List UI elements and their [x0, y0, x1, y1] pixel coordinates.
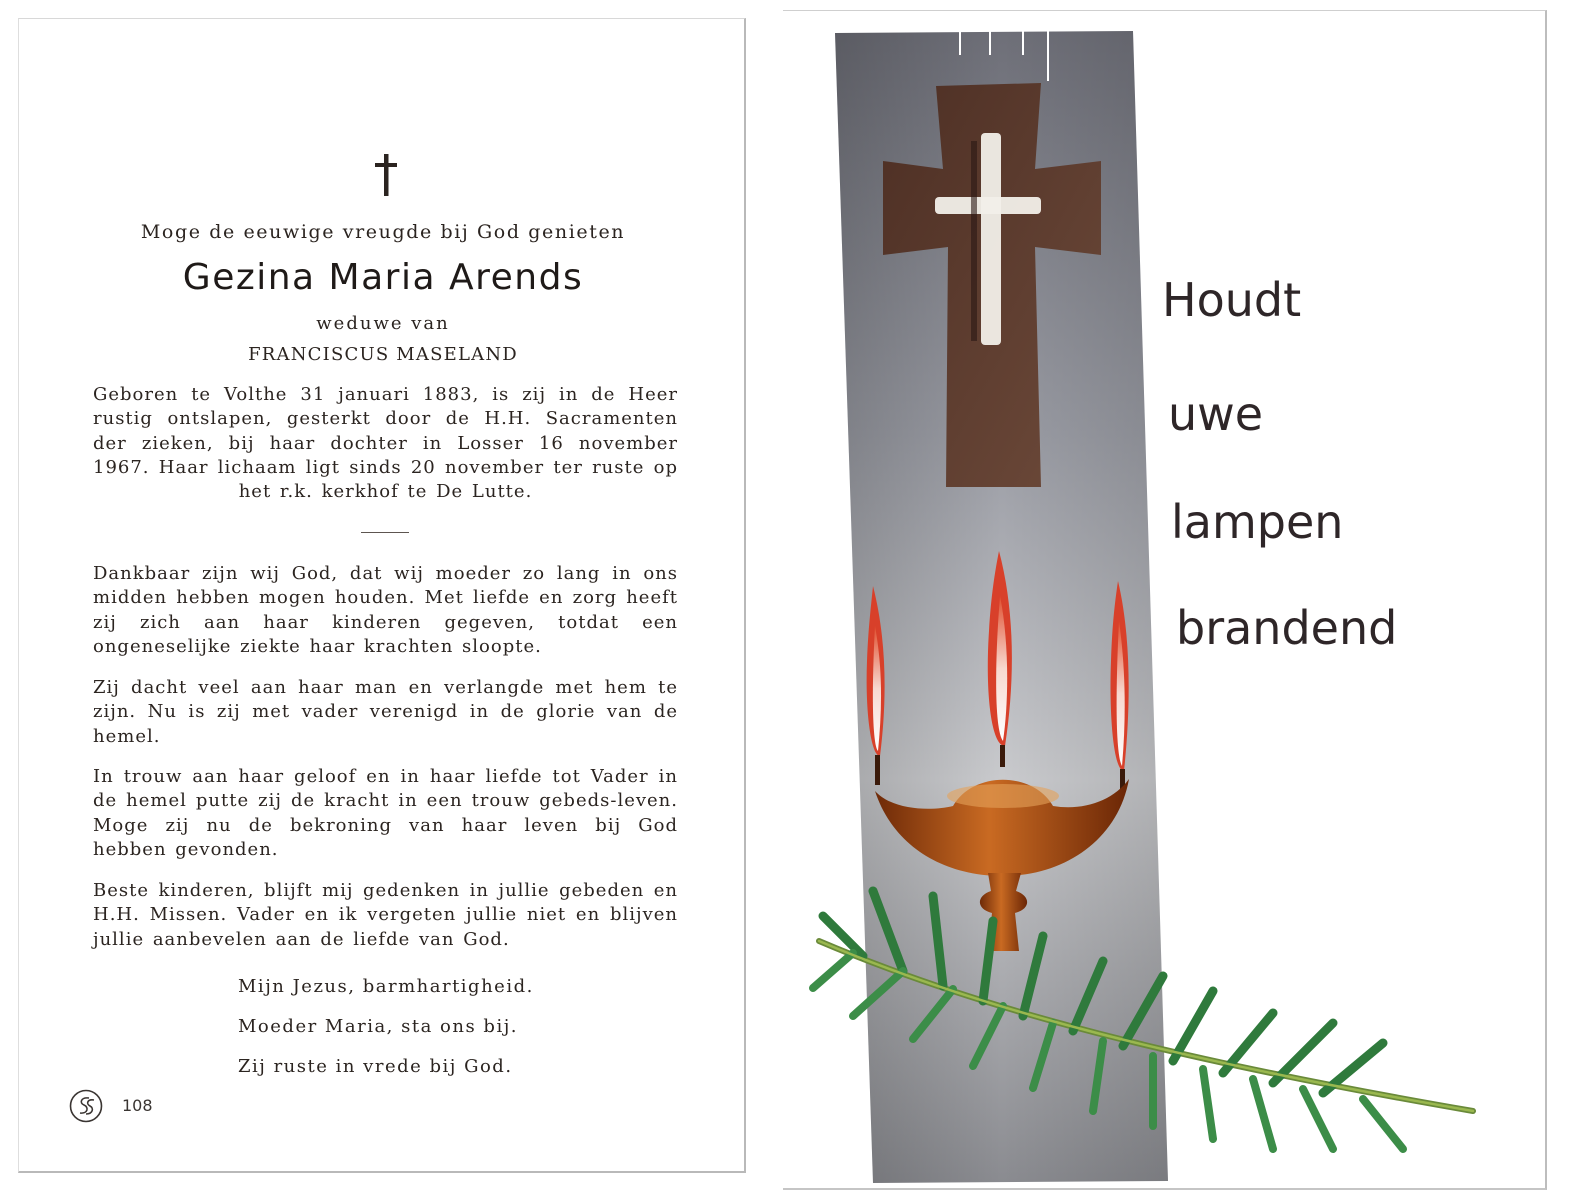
opening-prayer: Moge de eeuwige vreugde bij God genieten	[140, 221, 626, 243]
motto-word: Houdt	[1162, 273, 1302, 327]
memorial-card-text-side	[18, 18, 746, 1173]
deceased-name: Gezina Maria Arends	[182, 257, 584, 298]
closing-prayer: Mijn Jezus, barmhartigheid.	[238, 976, 534, 997]
biography-paragraph: Geboren te Volthe 31 januari 1883, is zij in de Heer rustig ontslapen, gesterkt door de H.H. Sacramenten der zieken, bij haar dochter in Losser 16 november 1967. Haar lichaam ligt sinds 20 november ter ruste op het r.k. kerkhof te De Lutte.	[93, 384, 678, 503]
tribute-paragraph: Dankbaar zijn wij God, dat wij moeder zo lang in ons midden hebben mogen houden. Met liefde en zorg heeft zij zich aan haar kinderen gegeven, totdat een ongeneselijke ziekte haar krachten sloopte.	[93, 563, 678, 657]
tribute-paragraph: Zij dacht veel aan haar man en verlangde met hem te zijn. Nu is zij met vader verenigd in de glorie van de hemel.	[93, 677, 678, 747]
motto-word: brandend	[1176, 601, 1398, 655]
publisher-logo-icon	[69, 1089, 103, 1123]
section-divider	[361, 532, 409, 533]
widow-of-label: weduwe van	[316, 313, 450, 334]
motto-word: uwe	[1168, 387, 1264, 441]
husband-name: FRANCISCUS MASELAND	[248, 344, 518, 365]
motto-word: lampen	[1171, 495, 1344, 549]
memorial-card-image-side	[783, 10, 1547, 1190]
latin-cross-icon	[371, 154, 401, 196]
tribute-paragraph: Beste kinderen, blijft mij gedenken in jullie gebeden en H.H. Missen. Vader en ik vergeten jullie niet en blijven jullie aanbevelen aan de liefde van God.	[93, 880, 678, 950]
publisher-number: 108	[122, 1096, 153, 1115]
tribute-paragraph: In trouw aan haar geloof en in haar liefde tot Vader in de hemel putte zij de kracht in een trouw gebeds-leven. Moge zij nu de bekroning van haar leven bij God hebben gevonden.	[93, 766, 678, 860]
devotional-illustration	[783, 11, 1547, 1190]
closing-prayer: Zij ruste in vrede bij God.	[238, 1056, 513, 1077]
closing-prayer: Moeder Maria, sta ons bij.	[238, 1016, 519, 1037]
